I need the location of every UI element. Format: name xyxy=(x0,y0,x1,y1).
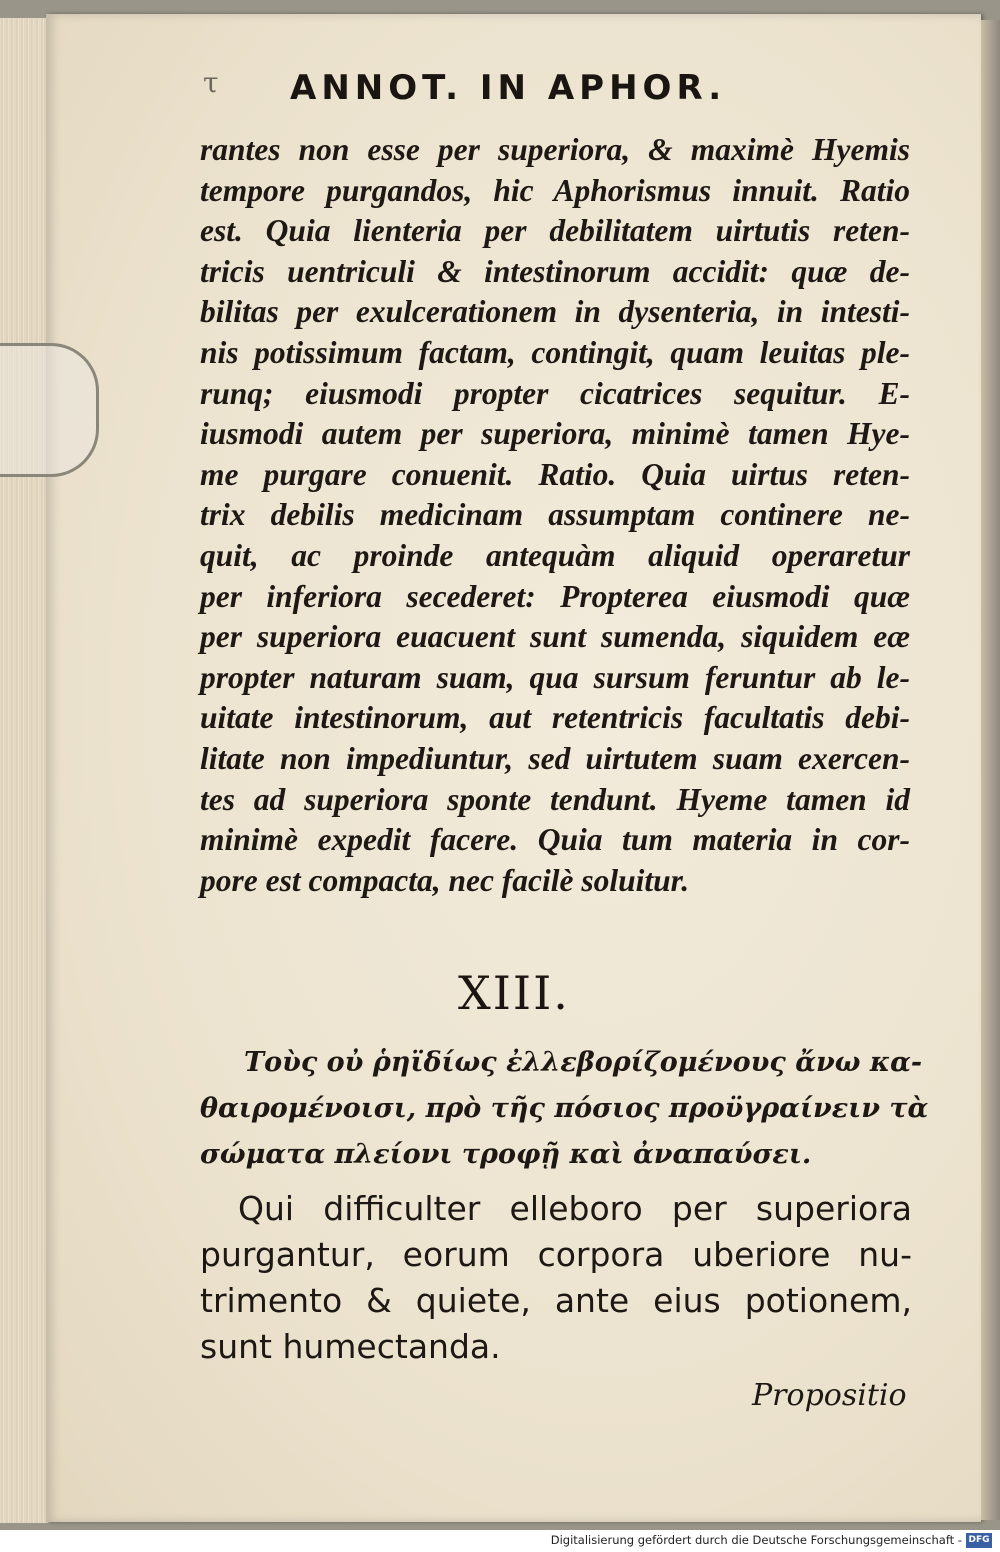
text-line: per superiora euacuent sunt sumenda, siquidem eæ xyxy=(200,619,910,655)
text-line: per inferiora secederet: Propterea eiusmodi quæ xyxy=(200,578,910,614)
text-line: uitate intestinorum, aut retentricis facultatis debi- xyxy=(200,700,910,736)
text-line: litate non impediuntur, sed uirtutem suam exercen- xyxy=(200,740,910,776)
text-line: Τοὺς οὐ ῥηϊδίως ἐλλεβορίζομένους ἄνω κα- xyxy=(244,1047,923,1078)
greek-aphorism xyxy=(200,1040,929,1178)
book-fore-edge xyxy=(0,18,50,1523)
latin-aphorism xyxy=(200,1186,912,1370)
text-line: tricis uentriculi & intestinorum accidit: quæ de- xyxy=(200,253,910,289)
text-line: quit, ac proinde antequàm aliquid operaretur xyxy=(200,537,910,573)
text-line: minimè expedit facere. Quia tum materia in cor- xyxy=(200,822,910,858)
text-line: rantes non esse per superiora, & maximè Hyemis xyxy=(200,132,910,167)
text-line: pore est compacta, nec facilè soluitur. xyxy=(200,862,690,898)
text-line: purgantur, eorum corpora uberiore nu- xyxy=(200,1235,912,1274)
text-line: propter naturam suam, qua sursum feruntur ab le- xyxy=(200,659,910,695)
page-clip xyxy=(0,343,99,477)
text-line: runq; eiusmodi propter cicatrices sequitur. E- xyxy=(200,375,910,411)
text-line: iusmodi autem per superiora, minimè tamen Hye- xyxy=(200,416,910,452)
text-line: bilitas per exulcerationem in dysenteria, in intesti- xyxy=(200,294,910,330)
footer-credit: Digitalisierung gefördert durch die Deutsche Forschungsgemeinschaft - xyxy=(550,1533,962,1547)
catchword: Propositio xyxy=(752,1378,907,1413)
book-gutter-edge xyxy=(981,20,1000,1520)
page-mark: τ xyxy=(203,66,219,99)
section-numeral: XIII. xyxy=(458,966,570,1020)
dfg-logo: DFG xyxy=(966,1533,992,1548)
running-head: ANNOT. IN APHOR. xyxy=(290,68,727,108)
commentary-paragraph xyxy=(200,130,910,901)
text-line: me purgare conuenit. Ratio. Quia uirtus reten- xyxy=(200,456,910,492)
text-line: trimento & quiete, ante eius potionem, xyxy=(200,1281,912,1320)
text-line: nis potissimum factam, contingit, quam leuitas ple- xyxy=(200,334,910,370)
text-line: tes ad superiora sponte tendunt. Hyeme tamen id xyxy=(200,781,910,817)
text-line: tempore purgandos, hic Aphorismus innuit. Ratio xyxy=(200,172,910,208)
text-line: sunt humectanda. xyxy=(200,1327,501,1366)
text-line: trix debilis medicinam assumptam continere ne- xyxy=(200,497,910,533)
text-line: σώματα πλείονι τροφῇ καὶ ἀναπαύσει. xyxy=(200,1139,812,1170)
text-line: est. Quia lienteria per debilitatem uirtutis reten- xyxy=(200,213,910,249)
text-line: Qui difficulter elleboro per superiora xyxy=(238,1189,912,1228)
text-line: θαιρομένοισι, πρὸ τῆς πόσιος προϋγραίνειν τὰ xyxy=(200,1093,929,1124)
